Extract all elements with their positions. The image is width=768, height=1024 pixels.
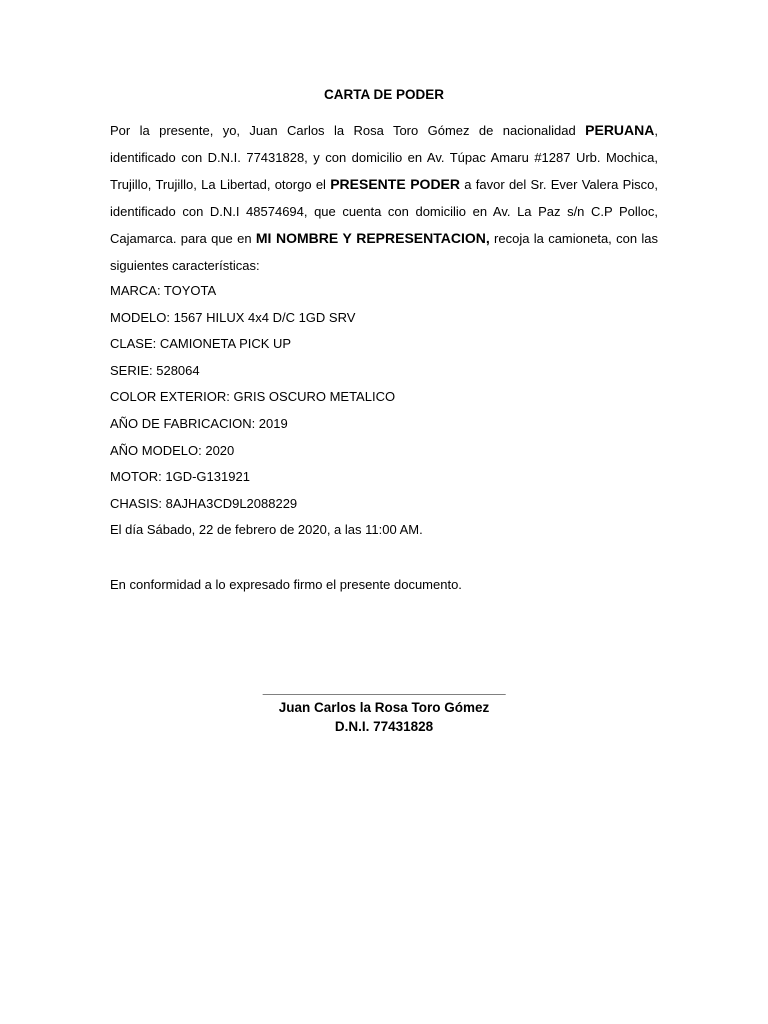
spec-series: SERIE: 528064: [110, 362, 200, 378]
spec-model-year: AÑO MODELO: 2020: [110, 442, 235, 458]
spec-engine: MOTOR: 1GD-G131921: [110, 469, 250, 485]
paragraph-text-2: , identificado con D.N.I. 77431828, y con domicilio en Av. Túpac Amaru #1287 Urb. Mochica, Trujillo, Trujillo, La Libertad, otorgo el: [110, 123, 658, 193]
spec-chassis: CHASIS: 8AJHA3CD9L2088229: [110, 495, 298, 511]
paragraph-text-3: a favor del Sr. Ever Valera Pisco, identificado con D.N.I 48574694, que cuenta con domicilio en Av. La Paz s/n C.P Polloc, Cajamarca. para que en: [110, 177, 658, 247]
representation-emphasis: MI NOMBRE Y REPRESENTACION,: [255, 230, 490, 247]
signature-block: [0, 680, 768, 736]
nationality-emphasis: PERUANA: [585, 122, 655, 138]
vehicle-specs-list: [110, 278, 658, 544]
power-emphasis: PRESENTE PODER: [330, 176, 461, 193]
document-title: CARTA DE PODER: [323, 87, 444, 102]
paragraph-text-1: Por la presente, yo, Juan Carlos la Rosa Toro Gómez de nacionalidad: [110, 123, 586, 138]
spec-manufacture-year: AÑO DE FABRICACION: 2019: [110, 415, 288, 431]
spec-class: CLASE: CAMIONETA PICK UP: [110, 336, 292, 352]
body-paragraph: [110, 117, 658, 280]
signer-dni: D.N.I. 77431828: [334, 719, 434, 734]
pickup-date: El día Sábado, 22 de febrero de 2020, a las 11:00 AM.: [110, 522, 423, 538]
spec-brand: MARCA: TOYOTA: [110, 283, 217, 298]
signature-line: ___________________________________: [262, 681, 506, 696]
spec-model: MODELO: 1567 HILUX 4x4 D/C 1GD SRV: [110, 309, 356, 325]
closing-statement: En conformidad a lo expresado firmo el presente documento.: [110, 577, 462, 592]
paragraph-text-4: recoja la camioneta, con las siguientes características:: [110, 231, 658, 273]
signer-name: Juan Carlos la Rosa Toro Gómez: [278, 700, 490, 715]
spec-exterior-color: COLOR EXTERIOR: GRIS OSCURO METALICO: [110, 389, 396, 405]
